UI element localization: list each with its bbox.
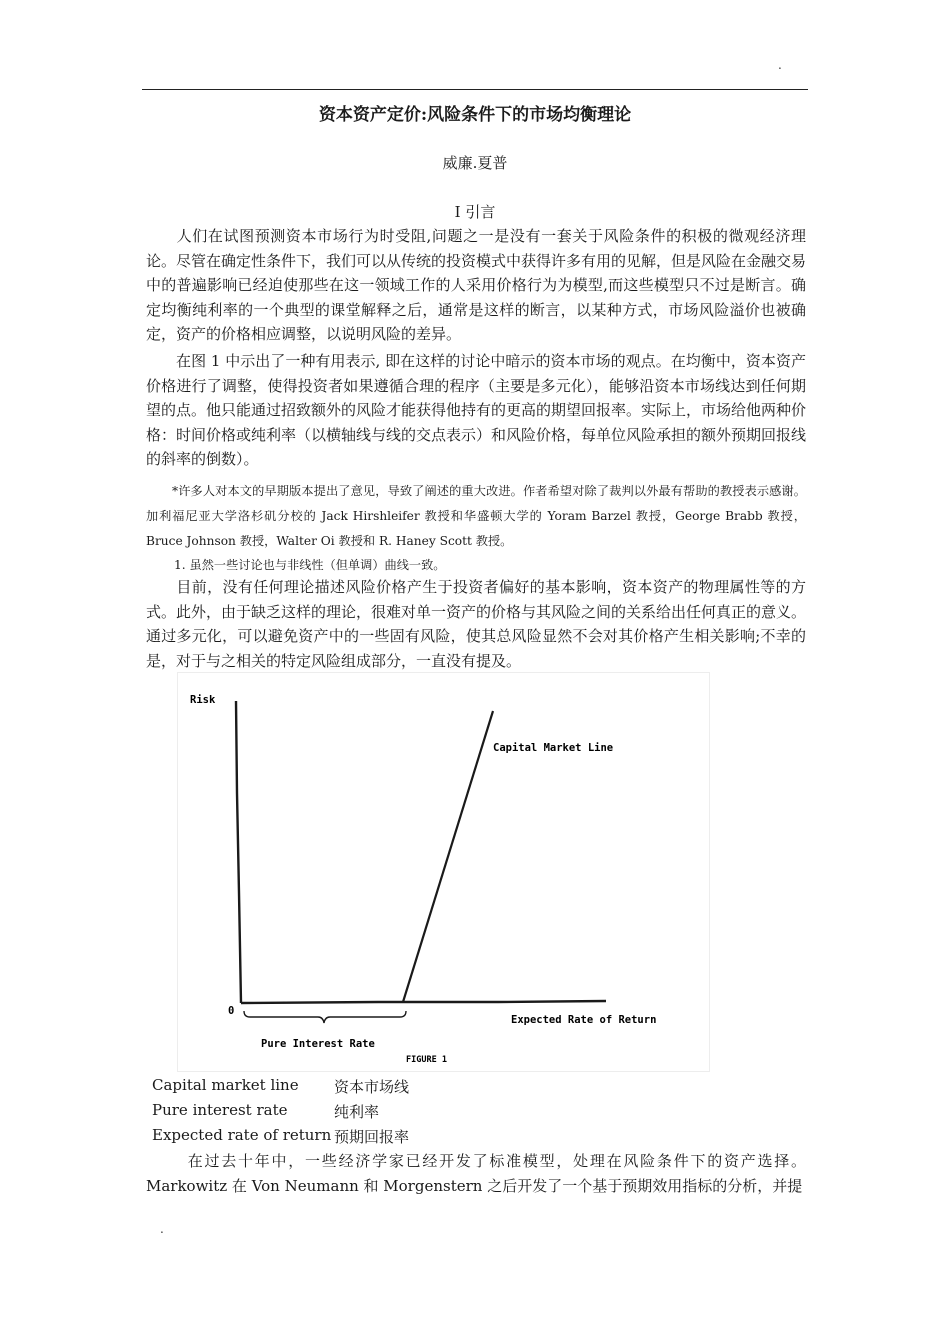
top-page-mark: . [778,58,782,72]
capital-market-line [403,711,493,1002]
glossary-en-1: Capital market line [152,1076,299,1094]
origin-label: 0 [228,1005,235,1017]
paragraph-3: 目前，没有任何理论描述风险价格产生于投资者偏好的基本影响，资本资产的物理属性等的方式。此外，由于缺乏这样的理论，很难对单一资产的价格与其风险之间的关系给出任何真正的意义。通过多元化，可以避免资产中的一些固有风险，使其总风险显然不会对其价格产生相关影响;不幸的是，对于与之相关的特定风险组成部分，一直没有提及。 [146,578,807,670]
paragraph-4: 在过去十年中，一些经济学家已经开发了标准模型，处理在风险条件下的资产选择。Markowitz 在 Von Neumann 和 Morgenstern 之后开发了一个基于预期效用指标的分析，并提 [146,1152,806,1195]
y-axis [236,701,241,1003]
footnote-1: 1. 虽然一些讨论也与非线性（但单调）曲线一致。 [174,558,446,572]
glossary-en-3: Expected rate of return [152,1126,332,1144]
x-axis [241,1001,606,1003]
figure-caption: FIGURE 1 [406,1055,447,1065]
footnote-star: *许多人对本文的早期版本提出了意见，导致了阐述的重大改进。作者希望对除了裁判以外最有帮助的教授表示感谢。加利福尼亚大学洛杉矶分校的 Jack Hirshleifer 教授和华盛顿大学的 Yoram Barzel 教授，George Brabb 教授，Bruce Johnson 教授，Walter Oi 教授和 R. Haney Scott 教授。 [146,484,806,548]
x-axis-label: Expected Rate of Return [511,1014,657,1026]
y-axis-label: Risk [190,694,216,706]
line-label: Capital Market Line [493,742,614,754]
paragraph-2: 在图 1 中示出了一种有用表示, 即在这样的讨论中暗示的资本市场的观点。在均衡中，资本资产价格进行了调整，使得投资者如果遵循合理的程序（主要是多元化），能够沿资本市场线达到任何期望的点。他只能通过招致额外的风险才能获得他持有的更高的期望回报率。实际上，市场给他两种价格：时间价格或纯利率（以横轴线与线的交点表示）和风险价格，每单位风险承担的额外预期回报线的斜率的倒数）。 [146,352,807,469]
header-rule [142,89,808,90]
figure-1-chart [178,673,709,1071]
glossary-en-2: Pure interest rate [152,1101,288,1119]
section-heading: I 引言 [454,203,496,221]
paragraph-1: 人们在试图预测资本市场行为时受阻,问题之一是没有一套关于风险条件的积极的微观经济理论。尽管在确定性条件下，我们可以从传统的投资模式中获得许多有用的见解，但是风险在金融交易中的普遍影响已经迫使那些在这一领域工作的人采用价格行为为模型,而这些模型只不过是断言。确定均衡纯利率的一个典型的课堂解释之后，通常是这样的断言，以某种方式，市场风险溢价也被确定，资产的价格相应调整，以说明风险的差异。 [146,227,807,344]
glossary-zh-2: 纯利率 [334,1103,380,1121]
glossary-zh-3: 预期回报率 [334,1128,410,1146]
figure-1 [177,672,710,1072]
brace-label: Pure Interest Rate [261,1038,375,1050]
glossary-zh-1: 资本市场线 [334,1078,410,1096]
paper-title: 资本资产定价:风险条件下的市场均衡理论 [318,105,632,125]
author-name: 威廉.夏普 [442,154,508,172]
bottom-page-mark: . [160,1222,164,1236]
pure-interest-brace [244,1011,406,1023]
